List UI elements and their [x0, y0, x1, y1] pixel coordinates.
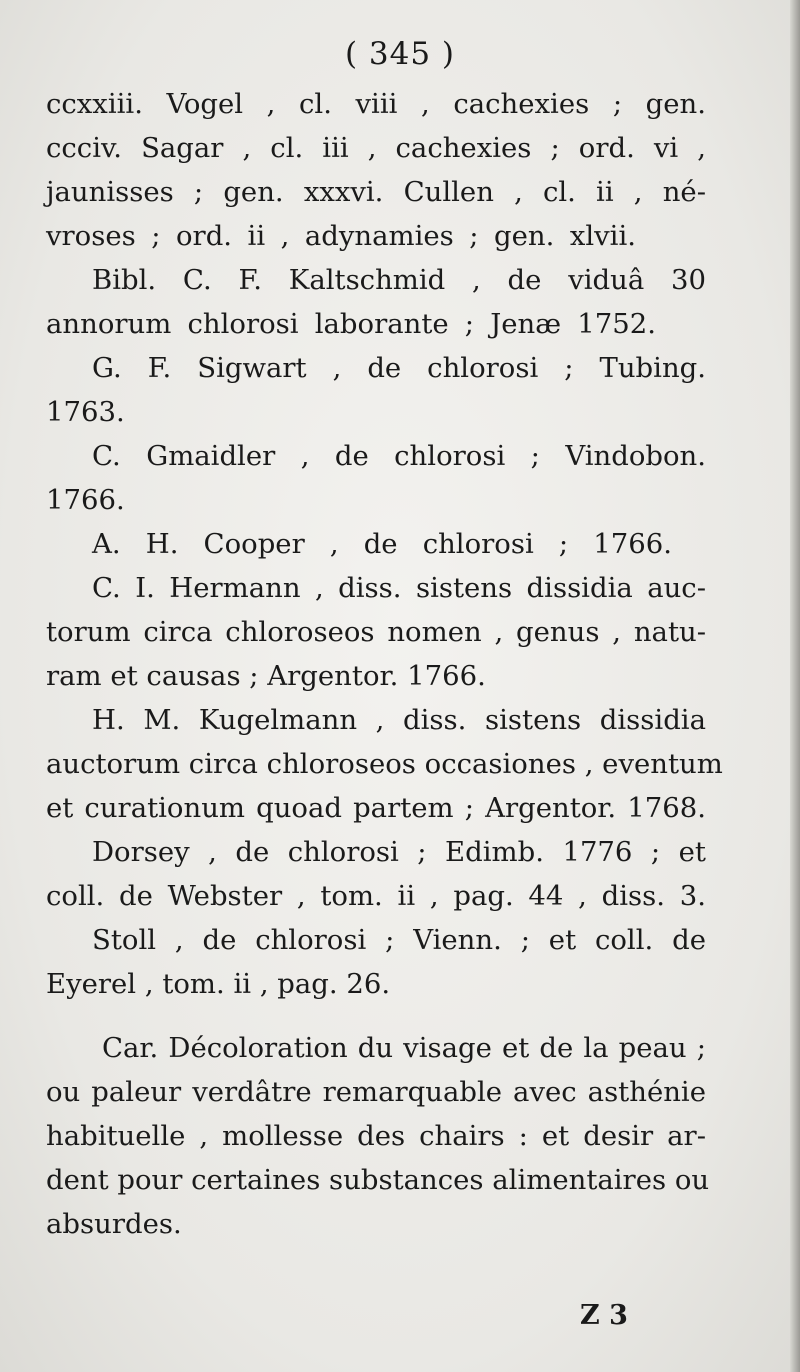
- text-line: jaunisses ; gen. xxxvi. Cullen , cl. ii , né-: [46, 176, 706, 208]
- text-line: Dorsey , de chlorosi ; Edimb. 1776 ; et: [92, 836, 706, 868]
- text-line: et curationum quoad partem ; Argentor. 1768.: [46, 792, 706, 824]
- text-line: torum circa chloroseos nomen , genus , natu-: [46, 616, 706, 648]
- text-line: vroses ; ord. ii , adynamies ; gen. xlvii.: [46, 220, 636, 252]
- text-line: coll. de Webster , tom. ii , pag. 44 , diss. 3.: [46, 880, 706, 912]
- page-number: ( 345 ): [344, 36, 456, 72]
- text-line: C. Gmaidler , de chlorosi ; Vindobon.: [92, 440, 706, 472]
- text-line: ou paleur verdâtre remarquable avec asthénie: [46, 1076, 706, 1108]
- text-line: annorum chlorosi laborante ; Jenæ 1752.: [46, 308, 656, 340]
- text-block: [46, 82, 723, 1246]
- text-line: C. I. Hermann , diss. sistens dissidia auc-: [92, 572, 706, 604]
- signature-mark: Z 3: [580, 1300, 628, 1331]
- text-line: 1763.: [46, 396, 125, 428]
- text-line: ccciv. Sagar , cl. iii , cachexies ; ord. vi ,: [46, 132, 706, 164]
- text-line: Car. Décoloration du visage et de la peau ;: [102, 1032, 706, 1064]
- text-line: Eyerel , tom. ii , pag. 26.: [46, 968, 391, 1000]
- text-line: Bibl. C. F. Kaltschmid , de viduâ 30: [92, 264, 706, 296]
- text-line: G. F. Sigwart , de chlorosi ; Tubing.: [92, 352, 706, 384]
- text-line: 1766.: [46, 484, 125, 516]
- page-gutter-shadow: [790, 0, 800, 1372]
- text-line: ccxxiii. Vogel , cl. viii , cachexies ; gen.: [46, 88, 706, 120]
- text-line: habituelle , mollesse des chairs : et desir ar-: [46, 1120, 706, 1152]
- text-line: absurdes.: [46, 1208, 182, 1240]
- text-line: Stoll , de chlorosi ; Vienn. ; et coll. de: [92, 924, 706, 956]
- paragraph-gap: [46, 1006, 706, 1026]
- text-line: H. M. Kugelmann , diss. sistens dissidia: [92, 704, 706, 736]
- text-line: auctorum circa chloroseos occasiones , eventum: [46, 748, 723, 780]
- text-line: A. H. Cooper , de chlorosi ; 1766.: [92, 528, 672, 560]
- text-line: ram et causas ; Argentor. 1766.: [46, 660, 486, 692]
- text-line: dent pour certaines substances alimentaires ou: [46, 1164, 710, 1196]
